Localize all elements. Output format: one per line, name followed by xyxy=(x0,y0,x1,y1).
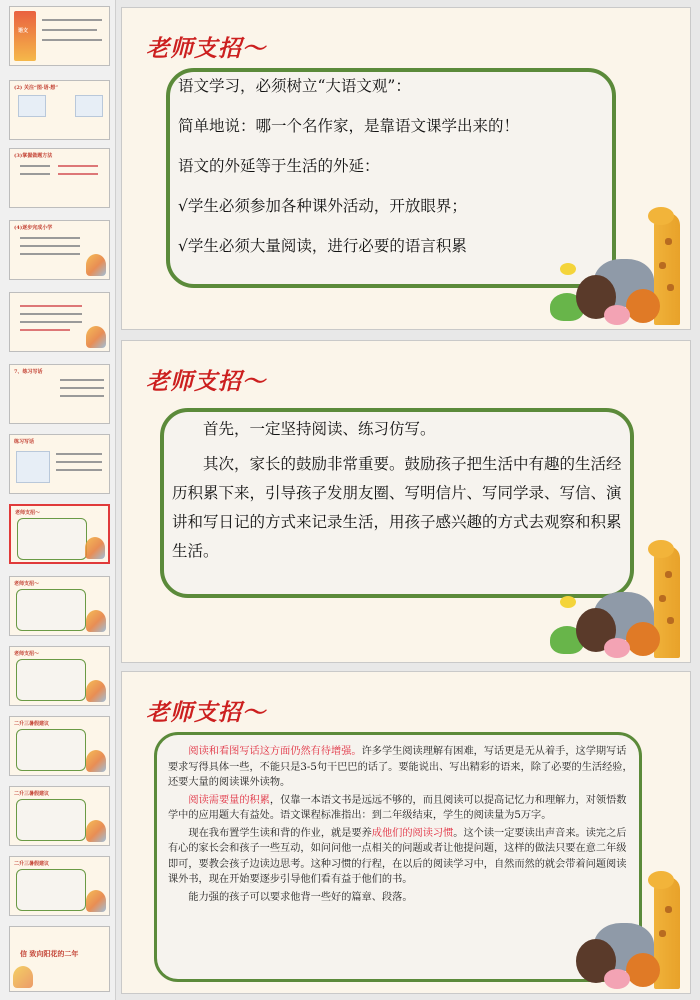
slide-thumbnail-4[interactable] xyxy=(9,220,110,280)
thumbnail-title: 7、练习写话 xyxy=(14,369,43,375)
slide-thumbnail-2[interactable] xyxy=(9,80,110,140)
picture-icon xyxy=(75,95,103,117)
body-text: ，仅靠一本语文书是远远不够的，而且阅读可以提高记忆力和理解力，对领悟数学中的应用题大有益处。语文课程标准指出：到二年级结束，学生的阅读量为5万字。 xyxy=(168,794,627,821)
slide-main-2[interactable] xyxy=(121,340,691,663)
animal-illustration xyxy=(556,879,686,989)
paragraph: 简单地说：哪一个名作家，是靠语文课学出来的！ xyxy=(178,117,520,135)
text-line xyxy=(42,39,102,41)
cover-image xyxy=(14,11,36,61)
body-text: 许多学生阅读理解有困难，写话更是无从着手，这学期写话要求写得具体一些，不能只是3-5句干巴巴的话了。要能说出、写出精彩的语来，除了必要的生活经验，还要大量的阅读课外读物。 xyxy=(168,746,633,788)
slide-thumbnail-panel xyxy=(0,0,116,1000)
text-line xyxy=(56,469,102,471)
body-text: 现在我布置学生读和背的作业，就是要养 xyxy=(188,827,372,839)
slide-thumbnail-11[interactable] xyxy=(9,716,110,776)
paragraph xyxy=(168,744,636,791)
paragraph: 语文的外延等于生活的外延： xyxy=(178,157,380,175)
animal-illustration xyxy=(86,750,106,772)
flower-illustration xyxy=(13,966,33,988)
text-line xyxy=(56,461,102,463)
thumbnail-title: 老师支招～ xyxy=(14,581,40,587)
slide-thumbnail-6[interactable] xyxy=(9,364,110,424)
paragraph: 首先，一定坚持阅读、练习仿写。 xyxy=(203,420,436,438)
animal-illustration xyxy=(536,207,686,325)
text-line xyxy=(58,173,98,175)
slide-thumbnail-1[interactable] xyxy=(9,6,110,66)
slide-thumbnail-5[interactable] xyxy=(9,292,110,352)
paragraph: 其次，家长的鼓励非常重要。鼓励孩子把生活中有趣的生活经历积累下来，引导孩子发朋友圈、写明信片、写同学录、写信、演讲和写日记的方式来记录生活，用孩子感兴趣的方式去观察和积累生活。 xyxy=(172,455,622,560)
slide-title: 老师支招～ xyxy=(146,368,266,395)
text-line xyxy=(20,321,82,323)
slide-main-1[interactable] xyxy=(121,7,691,330)
thumbnail-title: (3)掌握做题方法 xyxy=(14,153,53,159)
content-box xyxy=(16,589,86,631)
thumbnail-title: 二升三暑假建议 xyxy=(14,861,50,867)
content-box xyxy=(17,518,87,560)
animal-illustration xyxy=(86,820,106,842)
slide-thumbnail-12[interactable] xyxy=(9,786,110,846)
slide-thumbnail-9[interactable] xyxy=(9,576,110,636)
thumbnail-title: 二升三暑假建议 xyxy=(14,791,50,797)
paragraph: √学生必须大量阅读，进行必要的语言积累 xyxy=(178,237,467,255)
text-line xyxy=(42,19,102,21)
slide-main-3[interactable] xyxy=(121,671,691,994)
thumbnail-title: 练习写话 xyxy=(14,439,35,445)
slide-thumbnail-7[interactable] xyxy=(9,434,110,494)
slide-thumbnail-13[interactable] xyxy=(9,856,110,916)
content-box xyxy=(16,729,86,771)
text-line xyxy=(20,237,80,239)
thumbnail-title: 老师支招～ xyxy=(15,510,41,516)
text-line xyxy=(60,395,104,397)
content-box xyxy=(16,869,86,911)
paragraph: 语文学习，必须树立“大语文观”： xyxy=(178,77,411,95)
text-line xyxy=(42,29,97,31)
highlight-text: 阅读需要量的积累 xyxy=(188,794,270,806)
text-line xyxy=(20,313,82,315)
paragraph: 能力强的孩子可以要求他背一些好的篇章、段落。 xyxy=(188,891,413,903)
thumbnail-title: 信 致向阳花的二年 xyxy=(20,949,79,958)
highlight-text: 阅读和看图写话这方面仍然有待增强。 xyxy=(188,746,362,757)
thumbnail-title: 语文 xyxy=(18,28,29,34)
thumbnail-title: 老师支招～ xyxy=(14,651,40,657)
paragraph xyxy=(168,793,636,824)
text-line xyxy=(20,305,82,307)
animal-illustration xyxy=(85,537,105,559)
text-line xyxy=(20,329,70,331)
slide-title: 老师支招～ xyxy=(146,699,266,726)
picture-icon xyxy=(18,95,46,117)
content-box xyxy=(16,799,86,841)
text-line xyxy=(58,165,98,167)
text-line xyxy=(20,173,50,175)
thumbnail-title: 二升三暑假建议 xyxy=(14,721,50,727)
text-line xyxy=(20,253,80,255)
highlight-text: 成他们的阅读习惯 xyxy=(371,827,454,839)
animal-illustration xyxy=(536,540,686,658)
animal-illustration xyxy=(86,326,106,348)
slide-thumbnail-8[interactable] xyxy=(9,504,110,564)
body-text: 。这个读一定要读出声音来。读完之后有心的家长会和孩子一些互动，如问问他一点相关的问题或者让他提问题，这样的做法只要在意二年级即可，要教会孩子边读边思考。这种习惯的行程，在以后的阅读学习中，自然而然的就会带着问题阅读课外书，现在开始要逐步引导他们看有益于他们的书。 xyxy=(168,827,627,885)
paragraph: √学生必须参加各种课外活动，开放眼界； xyxy=(178,197,467,215)
picture-icon xyxy=(16,451,50,483)
animal-illustration xyxy=(86,680,106,702)
slide-thumbnail-10[interactable] xyxy=(9,646,110,706)
slide-thumbnail-3[interactable] xyxy=(9,148,110,208)
slide-title: 老师支招～ xyxy=(146,35,266,62)
text-line xyxy=(60,387,104,389)
slide-thumbnail-14[interactable] xyxy=(9,926,110,992)
thumbnail-title: (4)逐步完成小学 xyxy=(14,225,53,231)
text-line xyxy=(60,379,104,381)
animal-illustration xyxy=(86,610,106,632)
text-line xyxy=(20,245,80,247)
thumbnail-title: (2) 关注“图·语·想” xyxy=(14,85,59,91)
animal-illustration xyxy=(86,890,106,912)
content-box xyxy=(16,659,86,701)
animal-illustration xyxy=(86,254,106,276)
text-line xyxy=(56,453,102,455)
text-line xyxy=(20,165,50,167)
